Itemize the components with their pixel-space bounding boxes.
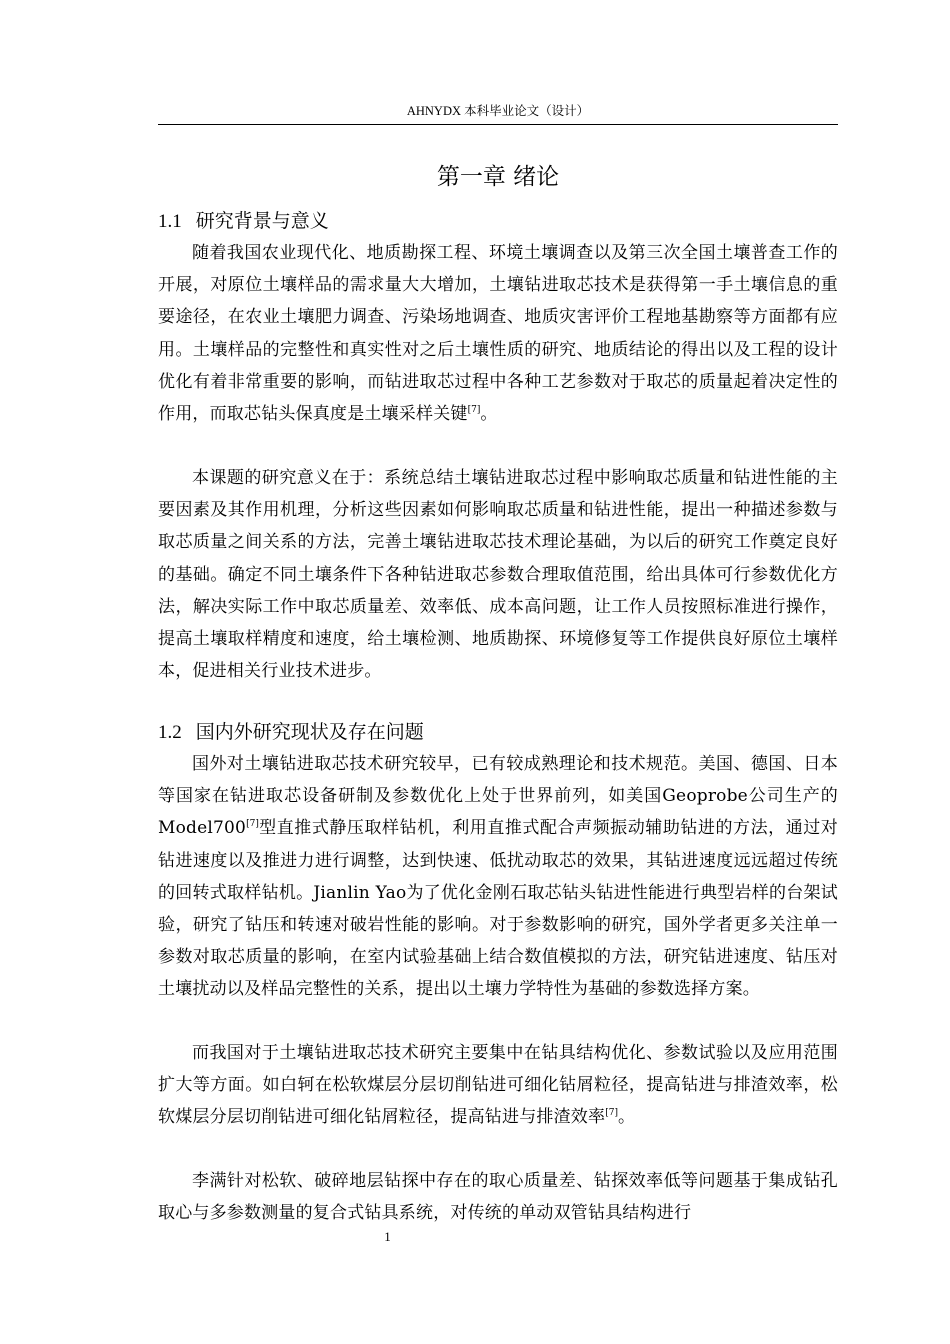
page-number: 1 (384, 1229, 391, 1244)
section-number: 1.2 (158, 722, 182, 743)
chapter-title: 第一章 绪论 (436, 164, 560, 190)
paragraph-text: 李满针对松软、破碎地层钻探中存在的取心质量差、钻探效率低等问题基于集成钻孔取心与多参数测量的复合式钻具系统，对传统的单动双管钻具结构进行 (158, 1171, 838, 1224)
section-title: 研究背景与意义 (195, 210, 329, 232)
paragraph-text: 本课题的研究意义在于：系统总结土壤钻进取芯过程中影响取芯质量和钻进性能的主要因素及其作用机理，分析这些因素如何影响取芯质量和钻进性能，提出一种描述参数与取芯质量之间关系的方法，完善土壤钻进取芯技术理论基础，为以后的研究工作奠定良好的基础。确定不同土壤条件下各种钻进取芯参数合理取值范围，给出具体可行参数优化方法，解决实际工作中取芯质量差、效率低、成本高问题，让工作人员按照标准进行操作，提高土壤取样精度和速度，给土壤检测、地质勘探、环境修复等工作提供良好原位土壤样本，促进相关行业技术进步。 (158, 468, 838, 682)
header-rule (158, 124, 838, 125)
paragraph-tail: 型直推式静压取样钻机，利用直推式配合声频振动辅助钻进的方法，通过对钻进速度以及推进力进行调整，达到快速、低扰动取芯的效果，其钻进速度远远超过传统的回转式取样钻机。Jianlin Yao为了优化金刚石取芯钻头钻进性能进行典型岩样的台架试验，研究了钻压和转速对破岩性能的影响。对于参数影响的研究，国外学者更多关注单一参数对取芯质量的影响，在室内试验基础上结合数值模拟的方法，研究钻进速度、钻压对土壤扰动以及样品完整性的关系，提出以土壤力学特性为基础的参数选择方案。 (158, 818, 838, 1000)
section-heading-1-1 (158, 207, 838, 236)
citation: [7] (605, 1108, 618, 1119)
paragraph-text: 而我国对于土壤钻进取芯技术研究主要集中在钻具结构优化、参数试验以及应用范围扩大等方面。如白轲在松软煤层分层切削钻进可细化钻屑粒径，提高钻进与排渣效率，松软煤层分层切削钻进可细化钻屑粒径，提高钻进与排渣效率 (158, 1043, 838, 1128)
paragraph-1-2-3 (158, 1165, 838, 1229)
running-header: AHNYDX 本科毕业论文（设计） (406, 104, 590, 118)
paragraph-1-2-2 (158, 1037, 838, 1134)
paragraph-1-2-1 (158, 748, 838, 1006)
section-number: 1.1 (158, 211, 182, 232)
citation: [7] (246, 819, 259, 830)
paragraph-1-1-1 (158, 237, 838, 430)
section-heading-1-2 (158, 718, 838, 747)
paragraph-tail: 。 (617, 1107, 636, 1128)
paragraph-text: 国外对土壤钻进取芯技术研究较早，已有较成熟理论和技术规范。美国、德国、日本等国家在钻进取芯设备研制及参数优化上处于世界前列，如美国Geoprobe公司生产的Model700 (158, 754, 838, 839)
citation: [7] (467, 405, 481, 416)
section-title: 国内外研究现状及存在问题 (195, 721, 424, 743)
paragraph-1-1-2 (158, 462, 838, 687)
paragraph-text: 随着我国农业现代化、地质勘探工程、环境土壤调查以及第三次全国土壤普查工作的开展，对原位土壤样品的需求量大大增加，土壤钻进取芯技术是获得第一手土壤信息的重要途径，在农业土壤肥力调查、污染场地调查、地质灾害评价工程地基勘察等方面都有应用。土壤样品的完整性和真实性对之后土壤性质的研究、地质结论的得出以及工程的设计优化有着非常重要的影响，而钻进取芯过程中各种工艺参数对于取芯的质量起着决定性的作用，而取芯钻头保真度是土壤采样关键 (158, 243, 838, 425)
paragraph-tail: 。 (480, 404, 498, 425)
